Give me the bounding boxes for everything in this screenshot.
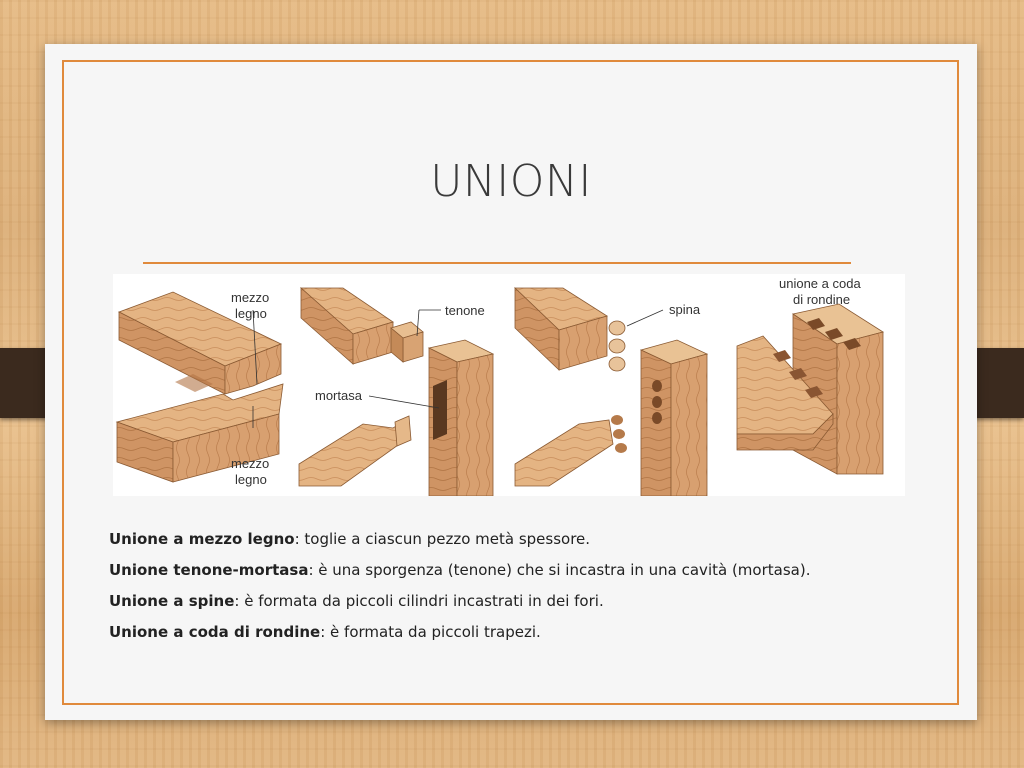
dovetail-joint-drawing [737, 304, 883, 474]
definition-term: Unione a mezzo legno [109, 530, 295, 548]
dowel-joint-drawing [515, 288, 707, 496]
definition-text: : è formata da piccoli cilindri incastrati in dei fori. [234, 592, 604, 610]
definition-mezzo-legno [109, 526, 879, 553]
label-tenone: tenone [445, 303, 485, 318]
definitions-list [109, 526, 879, 650]
slide-title: UNIONI [430, 156, 592, 207]
label-coda-2: di rondine [793, 292, 851, 307]
definition-text: : è una sporgenza (tenone) che si incastra in una cavità (mortasa). [308, 561, 811, 579]
label-spina: spina [669, 302, 701, 317]
joints-svg [113, 274, 905, 496]
label-mortasa: mortasa [315, 388, 362, 403]
title-divider [143, 262, 851, 264]
definition-text: : è formata da piccoli trapezi. [320, 623, 541, 641]
label-mezzo-bottom-2: legno [235, 472, 267, 487]
definition-text: : toglie a ciascun pezzo metà spessore. [294, 530, 591, 548]
definition-term: Unione a spine [109, 592, 235, 610]
definition-spine [109, 588, 879, 615]
joints-illustration [113, 274, 905, 496]
slide-card [45, 44, 977, 720]
label-coda-1: unione a coda [779, 276, 861, 291]
definition-tenone-mortasa [109, 557, 879, 584]
label-mezzo-top-1: mezzo [231, 290, 270, 305]
definition-term: Unione a coda di rondine [109, 623, 321, 641]
label-mezzo-top-2: legno [235, 306, 267, 321]
definition-term: Unione tenone-mortasa [109, 561, 309, 579]
definition-coda-di-rondine [109, 619, 879, 646]
label-mezzo-bottom-1: mezzo [231, 456, 270, 471]
